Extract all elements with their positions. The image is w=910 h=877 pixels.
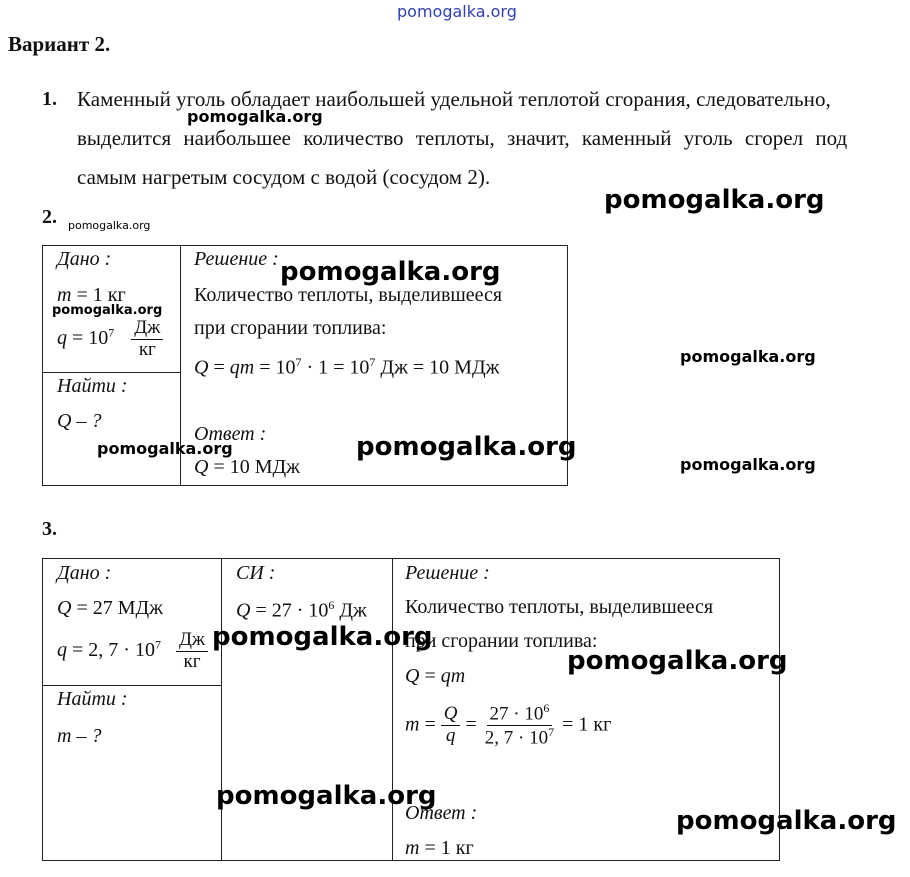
q3-answer-label: Ответ : <box>405 802 478 824</box>
q2-given-q: $q = 10^7$ $\frac{Дж}{кг}$ <box>57 318 163 361</box>
table-divider <box>221 558 222 860</box>
watermark: pomogalka.org <box>68 219 151 232</box>
watermark: pomogalka.org <box>216 781 437 811</box>
q3-find-label: Найти : <box>57 688 128 710</box>
watermark: pomogalka.org <box>356 432 577 462</box>
table-divider <box>392 558 393 860</box>
question-1-number: 1. <box>42 88 57 110</box>
watermark-top: pomogalka.org <box>397 2 517 21</box>
watermark: pomogalka.org <box>280 257 501 287</box>
q2-find-value: Q – ? <box>57 410 102 432</box>
q3-si-value: $Q = 27 \cdot 10^6$ Дж <box>236 598 367 622</box>
question-1-line: Каменный уголь обладает наибольшей удельной теплотой сгорания, следовательно, <box>77 87 831 111</box>
watermark: pomogalka.org <box>97 439 233 458</box>
q3-answer-value: m = 1 кг <box>405 837 474 859</box>
watermark: pomogalka.org <box>212 622 433 652</box>
q3-formula2: m = $\frac{Q}{q}$ = $\frac{27 \cdot 10^6}{2, 7 \cdot 10^7}$ = 1 кг <box>405 701 612 749</box>
watermark: pomogalka.org <box>187 107 323 126</box>
q3-given-label: Дано : <box>57 562 112 584</box>
watermark: pomogalka.org <box>680 455 816 474</box>
q3-solution-line2: при сгорании топлива: <box>405 630 598 652</box>
variant-title: Вариант 2. <box>8 32 111 56</box>
q3-formula1: Q = qm <box>405 665 466 687</box>
q3-solution-label: Решение : <box>405 562 490 584</box>
watermark: pomogalka.org <box>676 806 897 836</box>
q3-given-q: q = 2, $7 \cdot 10^7$ $\frac{Дж}{кг}$ <box>57 630 208 673</box>
q2-answer-value: Q = 10 МДж <box>194 456 300 478</box>
q2-solution-line2: при сгорании топлива: <box>194 317 387 339</box>
q3-given-Q: Q = 27 МДж <box>57 597 163 619</box>
q2-formula: Q = qm = $10^7 \cdot 1 = 10^7$ Дж = 10 МДж <box>194 355 500 379</box>
question-3-number: 3. <box>42 518 57 540</box>
q3-solution-line1: Количество теплоты, выделившееся <box>405 596 714 618</box>
watermark: pomogalka.org <box>680 347 816 366</box>
q3-si-label: СИ : <box>236 562 276 584</box>
watermark: pomogalka.org <box>52 303 163 318</box>
table-divider <box>42 372 181 373</box>
q2-find-label: Найти : <box>57 375 128 397</box>
watermark: pomogalka.org <box>567 646 788 676</box>
question-1-line: выделится наибольшее количество теплоты, значит, каменный уголь сгорел под <box>77 126 848 150</box>
q2-given-label: Дано : <box>57 248 112 270</box>
table-divider <box>42 685 222 686</box>
question-1-text <box>77 80 900 197</box>
q3-find-value: m – ? <box>57 725 102 747</box>
q2-answer-label: Ответ : <box>194 423 267 445</box>
watermark: pomogalka.org <box>604 185 825 215</box>
q2-given-m: m = 1 кг <box>57 284 126 306</box>
q2-solution-line1: Количество теплоты, выделившееся <box>194 284 503 306</box>
question-1-line: самым нагретым сосудом с водой (сосудом 2). <box>77 165 491 189</box>
q2-solution-label: Решение : <box>194 248 279 270</box>
question-2-number: 2. <box>42 206 57 228</box>
